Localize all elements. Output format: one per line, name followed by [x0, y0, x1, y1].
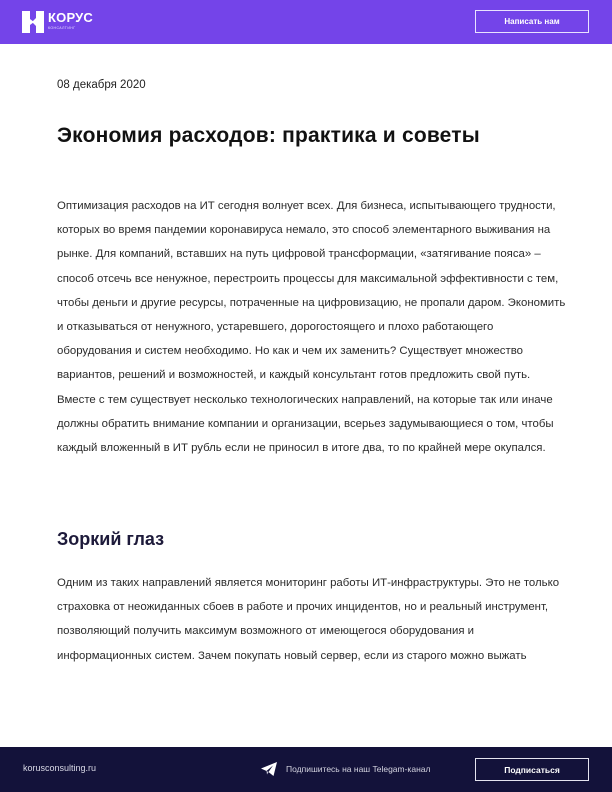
korus-logo-icon: [22, 11, 44, 33]
subscribe-button[interactable]: Подписаться: [475, 758, 589, 781]
article-paragraph-2: Одним из таких направлений является мониторинг работы ИТ-инфраструктуры. Это не только страховка от неожиданных сбоев в работе и прочих инцидентов, но и реальный инструмент, позволяющий получить максимум возможного от имеющегося оборудования и информационных систем. Зачем покупать новый сервер, если из старого можно выжать: [57, 577, 560, 662]
telegram-icon[interactable]: [261, 762, 277, 776]
article-date: 08 декабря 2020: [57, 79, 146, 91]
site-footer: [0, 747, 612, 792]
telegram-cta-text[interactable]: Подпишитесь на наш Telegam-канал: [286, 764, 431, 774]
article-paragraph-1: Оптимизация расходов на ИТ сегодня волнует всех. Для бизнеса, испытывающего трудности, которых во время пандемии коронавируса немало, это способ элементарного выживания на рынке. Для компаний, вставших на путь цифровой трансформации, «затягивание пояса» – способ отсечь все ненужное, перестроить процессы для максимальной эффективности с тем, чтобы деньги и другие ресурсы, потраченные на цифровизацию, не пропали даром. Экономить и отказываться от ненужного, устаревшего, дорогостоящего и плохо работающего оборудования и систем необходимо. Но как и чем их заменить? Существует множество вариантов, решений и возможностей, и каждый консультант готов предложить свой путь. Вместе с тем существует несколько технологических направлений, на которые так или иначе должны обратить внимание компании и организации, всерьез задумывающиеся о том, чтобы каждый вложенный в ИТ рубль если не приносил в итоге два, то по крайней мере окупался.: [57, 200, 566, 455]
site-header: [0, 0, 612, 44]
section-heading: Зоркий глаз: [57, 529, 165, 549]
article-title: Экономия расходов: практика и советы: [57, 124, 480, 147]
site-link[interactable]: korusconsulting.ru: [23, 763, 97, 773]
logo-subtitle: КОНСАЛТИНГ: [48, 26, 76, 30]
korus-logo[interactable]: [22, 11, 93, 33]
write-to-us-button[interactable]: Написать нам: [475, 10, 589, 33]
logo-name: КОРУС: [48, 10, 94, 25]
